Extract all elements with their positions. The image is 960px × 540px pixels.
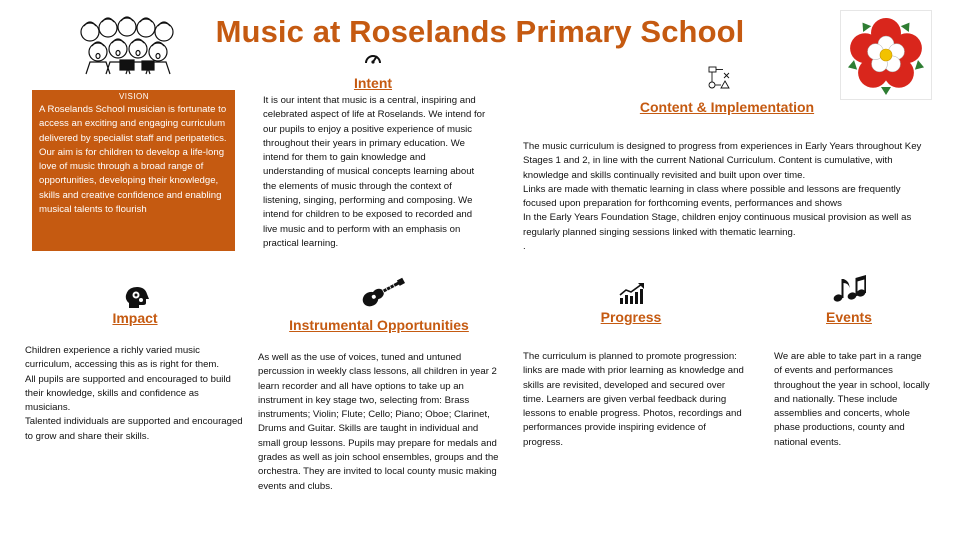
content-text (523, 140, 935, 254)
intent-text: It is our intent that music is a central, inspiring and celebrated aspect of life at Roselands. We intend for our pupils to enjoy a positive experience of music throughout their years in primary education. We intend for them to gain knowledge and understanding of musical concepts learning about the elements of music through the context of listening, singing, performing and composing. We intend for children to be exposed to recorded and live music and to perform with an emphasis on practical learning. (263, 95, 486, 249)
page-title: Music at Roselands Primary School (215, 14, 745, 49)
impact-text (25, 344, 243, 444)
intent-heading: Intent (353, 75, 393, 91)
vision-text: A Roselands School musician is fortunate to access an exciting and engaging curriculum delivered by specialist staff and peripatetics. Our aim is for children to develop a life-long love of music through a broad range of opportunities, developing their knowledge, skills and creative confidence and enabling musical talents to flourish (39, 104, 227, 216)
growth-chart-icon (618, 281, 646, 305)
tudor-rose-icon (840, 10, 932, 100)
events-text: We are able to take part in a range of events and performances throughout the year in school, locally and nationally. These include assemblies and concerts, whole phase productions, county and national events. (774, 351, 930, 448)
impact-paragraph: Children experience a richly varied music curriculum, accessing this as is right for them. (25, 345, 220, 371)
guitar-icon (355, 271, 407, 307)
content-paragraph: Links are made with thematic learning in class where possible and lessons are frequently focused upon preparation for forthcoming events, performances and shows (523, 183, 901, 210)
music-notes-icon (832, 275, 866, 303)
content-paragraph: . (523, 241, 526, 253)
vision-box (32, 90, 235, 251)
impact-heading: Impact (112, 310, 158, 326)
impact-paragraph: Talented individuals are supported and encouraged to grow and share their skills. (25, 416, 243, 442)
head-gears-icon (124, 286, 150, 310)
content-heading: Content & Implementation (639, 99, 815, 115)
content-paragraph: The music curriculum is designed to progress from experiences in Early Years throughout Key Stages 1 and 2, in line with the current National Curriculum. Content is cumulative, with knowledge and skills continually revisited and built upon over time. (523, 141, 922, 181)
vision-title: VISION (118, 92, 150, 101)
speedometer-icon (364, 50, 382, 66)
content-paragraph: In the Early Years Foundation Stage, children enjoy continuous musical provision as well as regularly planned singing sessions linked with thematic learning. (523, 212, 912, 238)
progress-heading: Progress (600, 309, 662, 325)
progress-text: The curriculum is planned to promote progression: links are made with prior learning as knowledge and skills are revisited, developed and secured over time. Learners are given verbal feedback during lessons to enable progress. Photos, recordings and performances provide inspiring evidence of progress. (523, 351, 744, 448)
instrumental-heading: Instrumental Opportunities (289, 317, 469, 333)
impact-paragraph: All pupils are supported and encouraged to build their knowledge, skills and confidence as musicians. (25, 373, 231, 414)
instrumental-text: As well as the use of voices, tuned and untuned percussion in weekly class lessons, all children in year 2 learn recorder and all have options to take up an instrument in key stage two, selecting from: Brass instruments; Violin; Flute; Cello; Piano; Oboe; Clarinet, Drums and Guitar. Skills are taught in individual and small group lessons. Pupils may prepare for medals and grades as well as join school ensembles, groups and the orchestra. They are invited to local county music making events and clubs. (258, 352, 499, 492)
events-heading: Events (826, 309, 872, 325)
flowchart-icon (707, 65, 733, 91)
